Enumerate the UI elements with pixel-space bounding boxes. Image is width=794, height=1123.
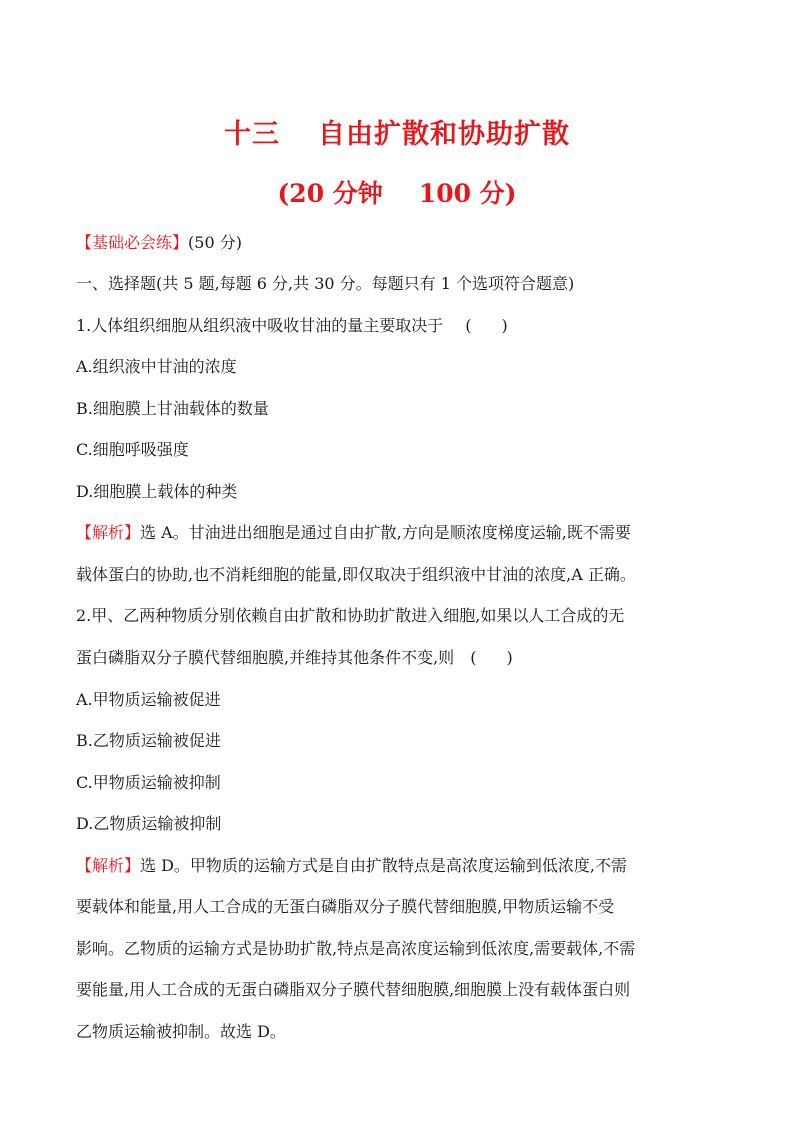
question-1-option-c: C.细胞呼吸强度 xyxy=(76,440,189,459)
question-1-option-a: A.组织液中甘油的浓度 xyxy=(76,357,237,376)
question-2-stem-line-1: 2.甲、乙两种物质分别依赖自由扩散和协助扩散进入细胞,如果以人工合成的无 xyxy=(76,606,625,625)
analysis-tag: 【解析】 xyxy=(76,523,141,542)
question-1-option-d: D.细胞膜上载体的种类 xyxy=(76,482,238,501)
question-1-text: 1.人体组织细胞从组织液中吸收甘油的量主要取决于 xyxy=(76,316,444,335)
question-2-stem-line-2: 蛋白磷脂双分子膜代替细胞膜,并维持其他条件不变,则 ( ) xyxy=(76,648,513,667)
question-2-option-a: A.甲物质运输被促进 xyxy=(76,690,221,709)
answer-blank: ( ) xyxy=(470,648,513,667)
section-points: (50 分) xyxy=(188,233,242,252)
section-label xyxy=(76,232,726,254)
total-score: 100 分) xyxy=(418,179,517,208)
question-1-analysis-line-2: 载体蛋白的协助,也不消耗细胞的能量,即仅取决于组织液中甘油的浓度,A 正确。 xyxy=(76,565,636,584)
time-limit: (20 分钟 xyxy=(277,179,383,208)
question-1-stem xyxy=(76,315,726,337)
question-2-option-c: C.甲物质运输被抑制 xyxy=(76,773,221,792)
answer-blank: ( ) xyxy=(465,316,508,335)
question-2-option-d: D.乙物质运输被抑制 xyxy=(76,814,222,833)
time-score-subtitle xyxy=(0,174,794,210)
question-2-analysis-line-4: 要能量,用人工合成的无蛋白磷脂双分子膜代替细胞膜,细胞膜上没有载体蛋白则 xyxy=(76,980,631,999)
question-1-analysis-line-1: 【解析】选 A。甘油进出细胞是通过自由扩散,方向是顺浓度梯度运输,既不需要 xyxy=(76,523,631,542)
question-2-analysis-line-2: 要载体和能量,用人工合成的无蛋白磷脂双分子膜代替细胞膜,甲物质运输不受 xyxy=(76,897,615,916)
question-1-option-b: B.细胞膜上甘油载体的数量 xyxy=(76,399,269,418)
question-2-analysis-line-1: 【解析】选 D。甲物质的运输方式是自由扩散特点是高浓度运输到低浓度,不需 xyxy=(76,856,628,875)
question-2-option-b: B.乙物质运输被促进 xyxy=(76,731,221,750)
analysis-tag: 【解析】 xyxy=(76,856,141,875)
title-number: 十三 xyxy=(224,119,280,150)
question-2-analysis-line-3: 影响。乙物质的运输方式是协助扩散,特点是高浓度运输到低浓度,需要载体,不需 xyxy=(76,939,636,958)
question-2-analysis-line-5: 乙物质运输被抑制。故选 D。 xyxy=(76,1022,286,1041)
page-title xyxy=(0,112,794,151)
section-tag: 【基础必会练】 xyxy=(76,233,189,252)
section-heading: 一、选择题(共 5 题,每题 6 分,共 30 分。每题只有 1 个选项符合题意) xyxy=(76,274,575,293)
title-text: 自由扩散和协助扩散 xyxy=(318,119,570,150)
